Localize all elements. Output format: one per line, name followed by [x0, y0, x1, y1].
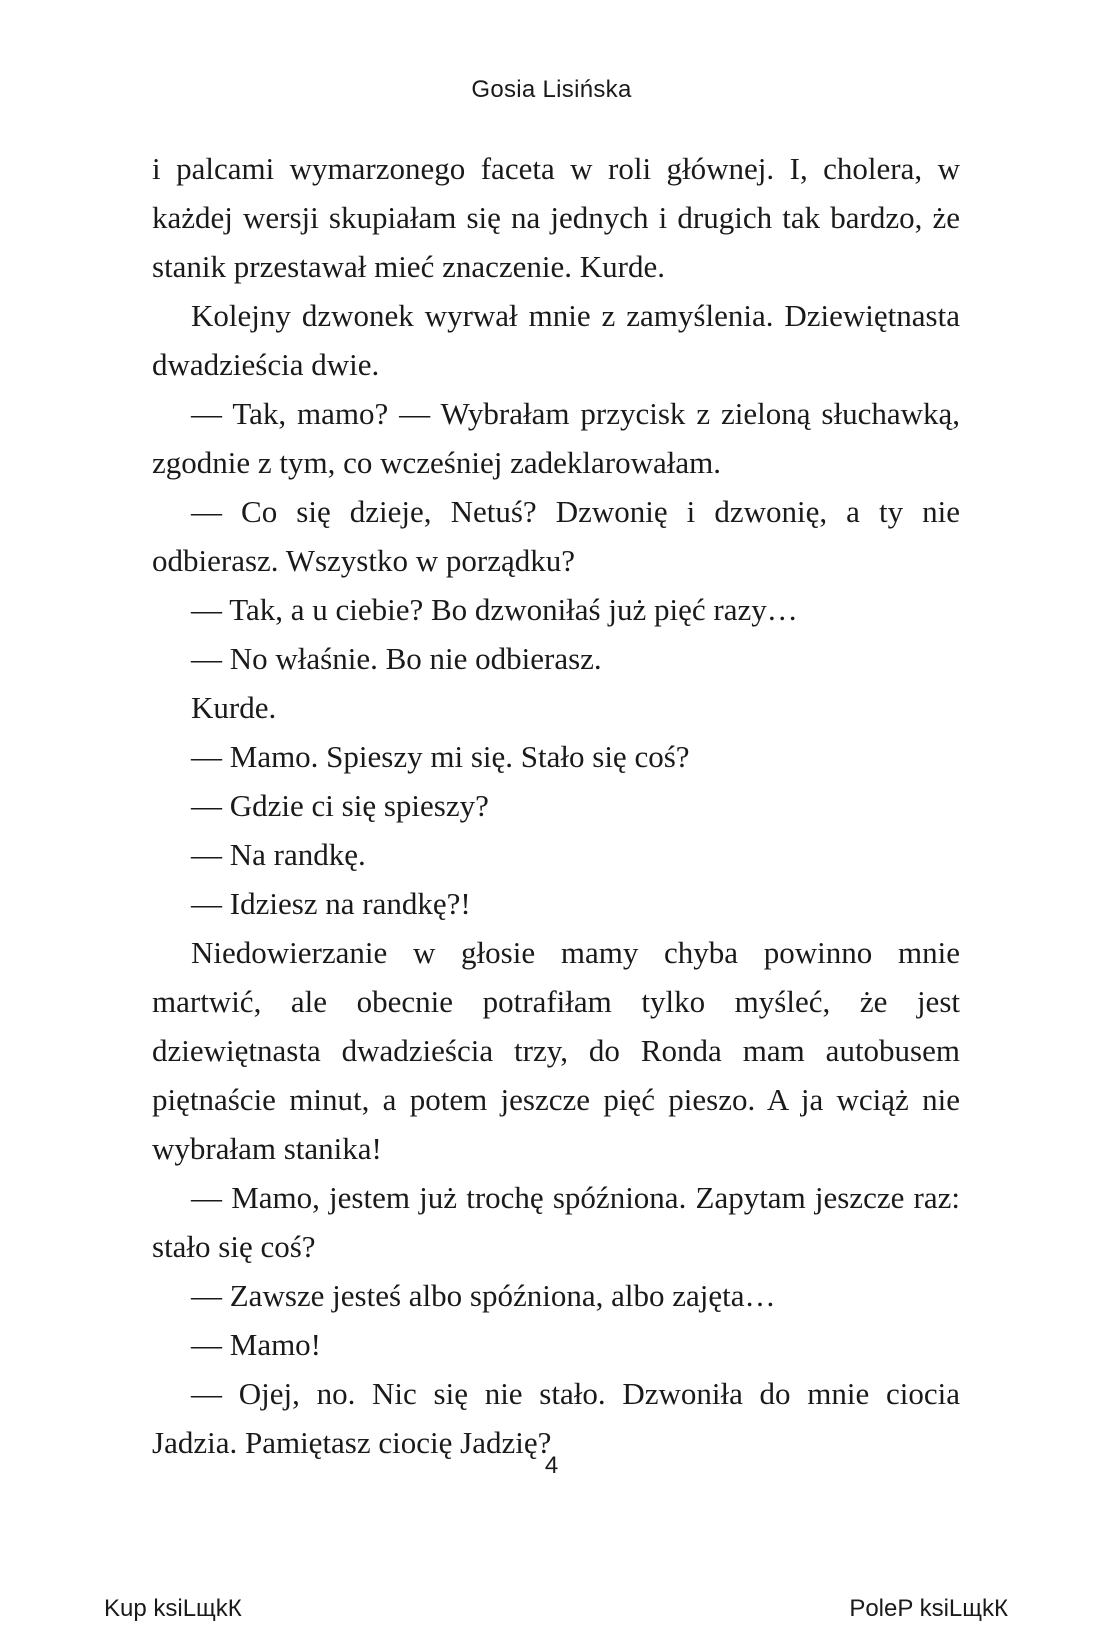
page-number: 4 [544, 1452, 559, 1479]
dialogue-line: — Idziesz na randkę?! [191, 886, 471, 921]
recommend-book-link[interactable]: PoleP ksiLщkК [849, 1595, 1008, 1622]
dialogue-line: — Mamo! [191, 1327, 322, 1362]
dialogue-line: — No właśnie. Bo nie odbierasz. [191, 641, 602, 676]
running-header-author: Gosia Lisińska [471, 76, 632, 103]
paragraph: Kolejny dzwonek wyrwał mnie z zamyślenia. Dziewiętnasta dwadzieścia dwie. [152, 298, 960, 382]
dialogue-line: — Tak, mamo? — Wybrałam przycisk z zieloną słuchawką, zgodnie z tym, co wcześniej zadeklarowałam. [152, 396, 960, 480]
buy-book-link[interactable]: Kup ksiLщkК [104, 1595, 242, 1622]
paragraph: Kurde. [191, 690, 277, 725]
paragraph: Niedowierzanie w głosie mamy chyba powinno mnie martwić, ale obecnie potrafiłam tylko myśleć, że jest dziewiętnasta dwadzieścia trzy, do Ronda mam autobusem piętnaście minut, a potem jeszcze pięć pieszo. A ja wciąż nie wybrałam stanika! [152, 935, 960, 1166]
dialogue-line: — Mamo, jestem już trochę spóźniona. Zapytam jeszcze raz: stało się coś? [152, 1180, 960, 1264]
dialogue-line: — Zawsze jesteś albo spóźniona, albo zajęta… [191, 1278, 776, 1313]
dialogue-line: — Gdzie ci się spieszy? [191, 788, 489, 823]
dialogue-line: — Tak, a u ciebie? Bo dzwoniłaś już pięć razy… [191, 592, 798, 627]
dialogue-line: — Co się dzieje, Netuś? Dzwonię i dzwonię, a ty nie odbierasz. Wszystko w porządku? [152, 494, 960, 578]
paragraph: i palcami wymarzonego faceta w roli głównej. I, cholera, w każdej wersji skupiałam się na jednych i drugich tak bardzo, że stanik przestawał mieć znaczenie. Kurde. [152, 151, 960, 284]
dialogue-line: — Mamo. Spieszy mi się. Stało się coś? [191, 739, 690, 774]
body-text [152, 144, 960, 1467]
dialogue-line: — Ojej, no. Nic się nie stało. Dzwoniła do mnie ciocia Jadzia. Pamiętasz ciocię Jadzię? [152, 1376, 960, 1460]
dialogue-line: — Na randkę. [191, 837, 366, 872]
